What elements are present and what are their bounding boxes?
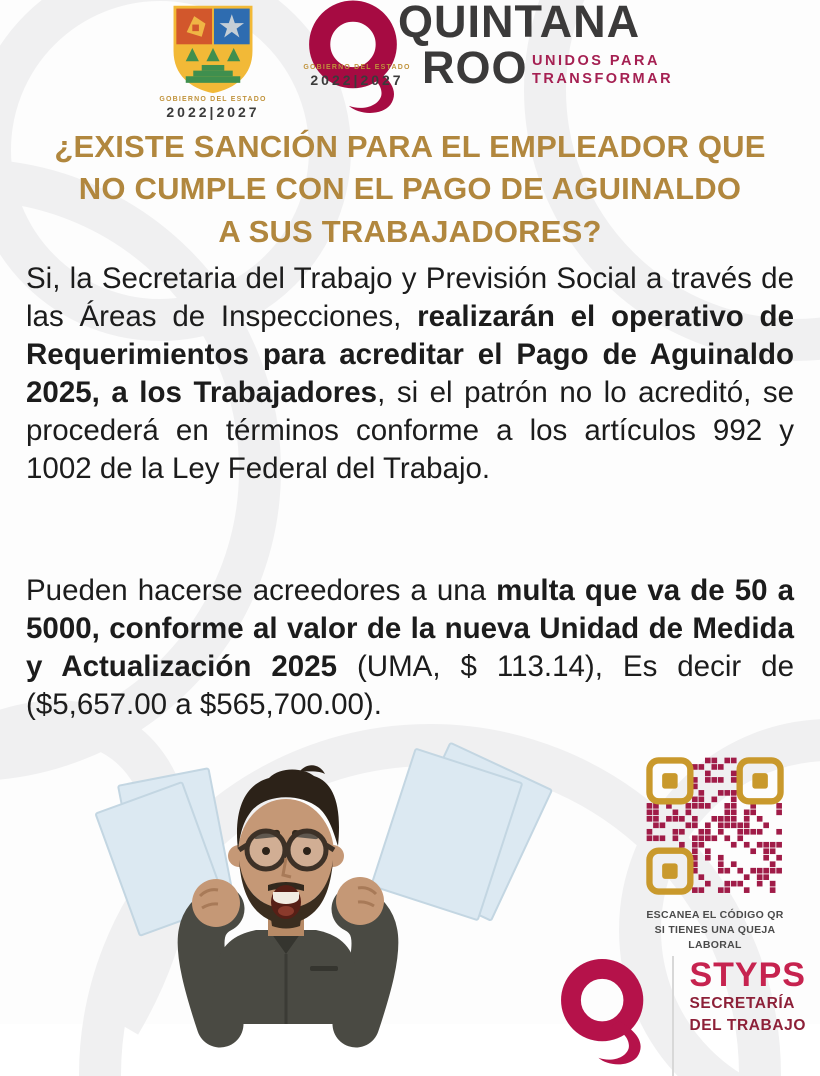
styps-text — [689, 946, 806, 1035]
qr-caption-line1: ESCANEA EL CÓDIGO QR — [646, 909, 784, 921]
styps-acronym: STYPS — [689, 956, 806, 994]
paragraph-1 — [26, 260, 794, 488]
styps-line1: SECRETARÍA — [689, 995, 796, 1012]
q-logo-icon — [300, 0, 412, 114]
man-shouting-with-papers-photo — [48, 738, 522, 1024]
coat-of-arms-icon — [165, 2, 261, 96]
page-title — [18, 126, 802, 253]
qr-caption-line2: SI TIENES UNA QUEJA — [654, 924, 776, 937]
logo-caption-small: GOBIERNO DEL ESTADO — [303, 64, 411, 71]
title-line1: ¿EXISTE SANCIÓN PARA EL EMPLEADOR QUE — [54, 129, 766, 164]
title-line3: A SUS TRABAJADORES? — [218, 213, 602, 249]
logo-caption-years: 2022|2027 — [310, 71, 404, 88]
logo-word-quintana: QUINTANA — [398, 0, 641, 47]
paragraph-2-run1: Pueden hacerse acreedores a una — [26, 574, 497, 607]
paragraph-2 — [26, 572, 794, 724]
logo-word-roo: ROO — [422, 42, 528, 93]
logo-tagline — [532, 52, 673, 88]
styps-line2: DEL TRABAJO — [689, 1016, 806, 1034]
qr-code — [641, 752, 789, 900]
state-coat-of-arms — [152, 2, 274, 120]
seal-caption: GOBIERNO DEL ESTADO — [159, 96, 267, 103]
qr-caption-line3: LABORAL — [688, 939, 742, 952]
seal-years: 2022|2027 — [166, 103, 260, 120]
title-line2: NO CUMPLE CON EL PAGO DE AGUINALDO — [78, 171, 742, 207]
paragraph-2-run3: (UMA, $ 113.14), Es decir de ($5,657.00 a $565,700.00). — [26, 650, 794, 721]
footer-divider — [672, 956, 674, 1076]
paragraph-1-run3: , si el patrón no lo acreditó, se procederá en términos conforme a los artículos 992 y 1002 de la Ley Federal del Trabajo. — [26, 376, 794, 485]
quintana-roo-logo — [300, 0, 674, 110]
logo-tagline-line1: UNIDOS PARA — [532, 53, 660, 69]
paragraph-1-run1: Si, la Secretaria del Trabajo y Previsión Social a través de las Áreas de Inspecciones, — [26, 262, 794, 333]
logo-tagline-line2: TRANSFORMAR — [532, 71, 674, 88]
paragraph-1-bold: realizarán el operativo de Requerimientos para acreditar el Pago de Aguinaldo 2025, a los Trabajadores — [26, 300, 794, 409]
paragraph-2-bold: multa que va de 50 a 5000, conforme al valor de la nueva Unidad de Medida y Actualización 2025 — [26, 574, 794, 683]
logo-caption — [302, 64, 412, 88]
styps-q-icon — [553, 952, 657, 1070]
header — [0, 0, 820, 120]
qr-block — [634, 752, 796, 954]
styps-logo-block — [553, 946, 806, 1076]
